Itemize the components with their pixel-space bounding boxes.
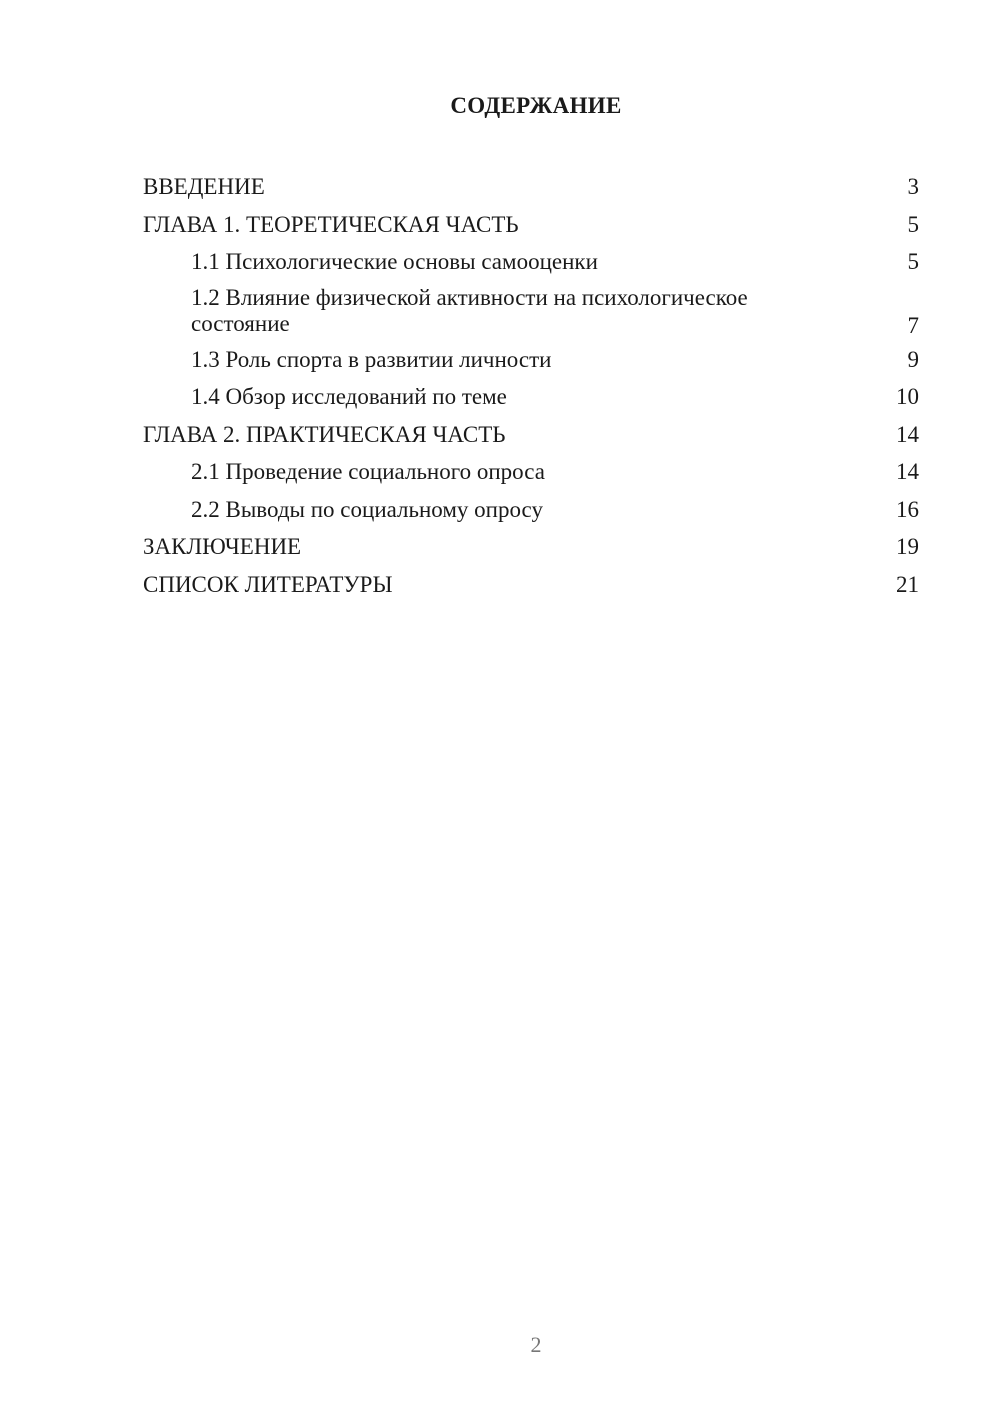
toc-entry-title: ГЛАВА 2. ПРАКТИЧЕСКАЯ ЧАСТЬ bbox=[143, 421, 506, 447]
toc-entry-page: 14 bbox=[896, 459, 919, 484]
toc-entry-introduction bbox=[143, 168, 919, 206]
toc-entry-section-2-1 bbox=[143, 453, 919, 491]
toc-entry-section-2-2 bbox=[143, 491, 919, 529]
toc-entry-conclusion bbox=[143, 528, 919, 566]
toc-entry-section-1-2 bbox=[143, 281, 919, 341]
toc-entry-page: 5 bbox=[907, 249, 919, 274]
toc-entry-title: 1.3 Роль спорта в развитии личности bbox=[191, 346, 552, 372]
page-number: 2 bbox=[530, 1332, 542, 1357]
toc-entry-page: 3 bbox=[907, 174, 919, 199]
toc-entry-page: 10 bbox=[896, 384, 919, 409]
toc-entry-title: ЗАКЛЮЧЕНИЕ bbox=[143, 534, 302, 559]
toc-entry-page: 21 bbox=[896, 571, 919, 597]
toc-entry-section-1-1 bbox=[143, 243, 919, 281]
toc-entry-section-1-3 bbox=[143, 341, 919, 379]
toc-entry-bibliography bbox=[143, 566, 919, 604]
toc-entry-title: 1.1 Психологические основы самооценки bbox=[191, 249, 598, 274]
toc-entry-chapter-2 bbox=[143, 416, 919, 454]
toc-entry-title: СПИСОК ЛИТЕРАТУРЫ bbox=[143, 571, 393, 597]
toc-entry-page: 9 bbox=[907, 346, 919, 372]
toc-entry-title: 2.2 Выводы по социальному опросу bbox=[191, 496, 543, 522]
page-title: СОДЕРЖАНИЕ bbox=[450, 93, 622, 118]
toc-entry-page: 7 bbox=[907, 312, 919, 338]
toc-entry-page: 19 bbox=[896, 534, 919, 559]
toc-entry-title: ГЛАВА 1. ТЕОРЕТИЧЕСКАЯ ЧАСТЬ bbox=[143, 211, 519, 237]
table-of-contents bbox=[143, 168, 919, 603]
toc-entry-title: 1.4 Обзор исследований по теме bbox=[191, 384, 507, 409]
toc-entry-page: 14 bbox=[896, 421, 919, 447]
toc-entry-page: 5 bbox=[907, 211, 919, 237]
toc-entry-chapter-1 bbox=[143, 206, 919, 244]
toc-entry-section-1-4 bbox=[143, 378, 919, 416]
toc-entry-title: 2.1 Проведение социального опроса bbox=[191, 459, 545, 484]
toc-entry-page: 16 bbox=[896, 496, 919, 522]
toc-entry-title: 1.2 Влияние физической активности на психологическое состояние bbox=[191, 284, 748, 336]
toc-entry-title: ВВЕДЕНИЕ bbox=[143, 174, 265, 199]
